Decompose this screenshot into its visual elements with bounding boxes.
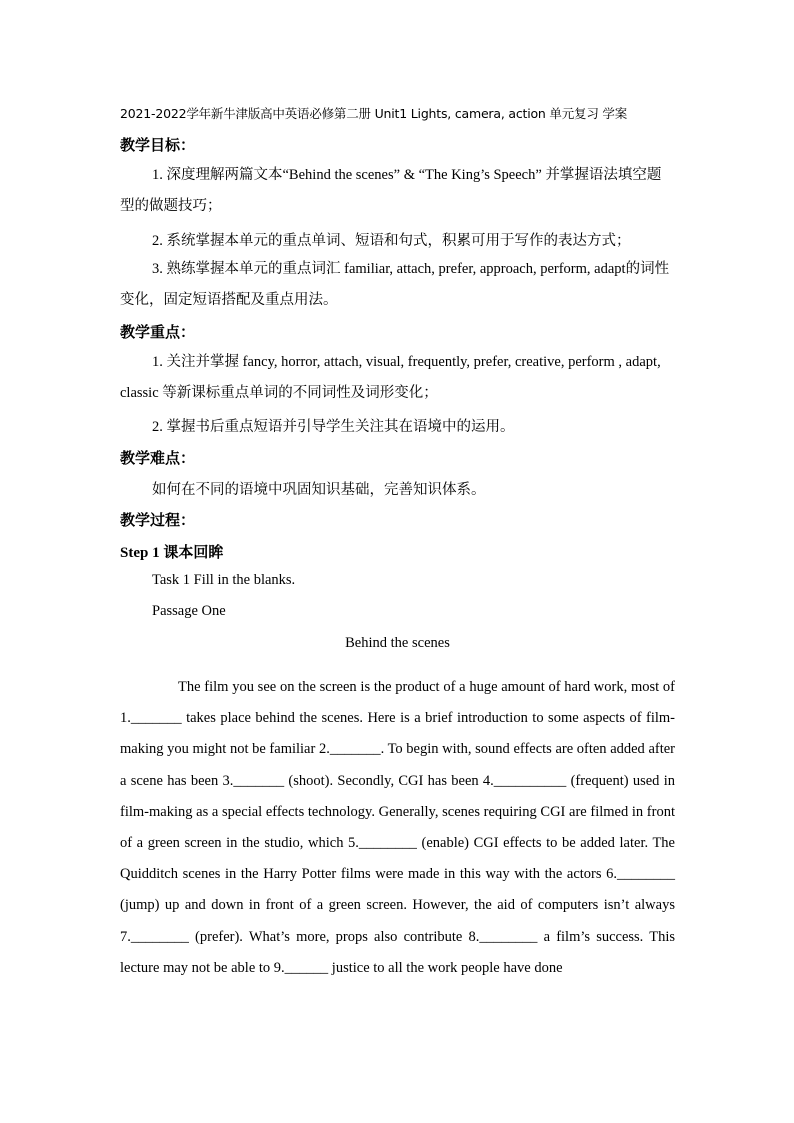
task-label: Task 1 Fill in the blanks. — [152, 572, 296, 588]
passage-title: Behind the scenes — [345, 635, 450, 651]
process-heading: 教学过程： — [120, 511, 196, 529]
objective-item-2: 2. 系统掌握本单元的重点单词、短语和句式，积累可用于写作的表达方式； — [152, 233, 631, 249]
step-label: Step 1 课本回眸 — [120, 545, 224, 561]
difficulties-heading: 教学难点： — [120, 449, 196, 467]
objective-item-3: 3. 熟练掌握本单元的重点词汇 familiar, attach, prefer, approach, perform, adapt的词性变化，固定短语搭配及重点用法。 — [120, 261, 670, 308]
document-title: 2021-2022学年新牛津版高中英语必修第二册 Unit1 Lights, camera, action 单元复习 学案 — [120, 106, 628, 121]
objectives-heading: 教学目标： — [120, 136, 196, 154]
key-point-item-1: 1. 关注并掌握 fancy, horror, attach, visual, frequently, prefer, creative, perform , adapt, classic 等新课标重点单词的不同词性及词形变化； — [120, 354, 661, 401]
difficulties-text: 如何在不同的语境中巩固知识基础，完善知识体系。 — [152, 482, 486, 498]
passage-text: The film you see on the screen is the product of a huge amount of hard work, most of 1._______ takes place behind the scenes. Here is a brief introduction to some aspects of film-making you might not be familiar 2._______. To begin with, sound effects are often added after a scene has been 3._______ (shoot). Secondly, CGI has been 4.__________ (frequent) used in film-making as a special effects technology. Generally, scenes requiring CGI are filmed in front of a green screen in the studio, which 5.________ (enable) CGI effects to be added later. The Quidditch scenes in the Harry Potter films were made in this way with the actors 6.________ (jump) up and down in front of a green screen. However, the aid of computers isn’t always 7.________ (prefer). What’s more, props also contribute 8.________ a film’s success. This lecture may not be able to 9.______ justice to all the work people have done — [120, 679, 675, 976]
key-points-heading: 教学重点： — [120, 323, 196, 341]
passage-label: Passage One — [152, 603, 226, 619]
objective-item-1: 1. 深度理解两篇文本“Behind the scenes” & “The King’s Speech” 并掌握语法填空题型的做题技巧； — [120, 167, 662, 214]
key-point-item-2: 2. 掌握书后重点短语并引导学生关注其在语境中的运用。 — [152, 419, 515, 435]
